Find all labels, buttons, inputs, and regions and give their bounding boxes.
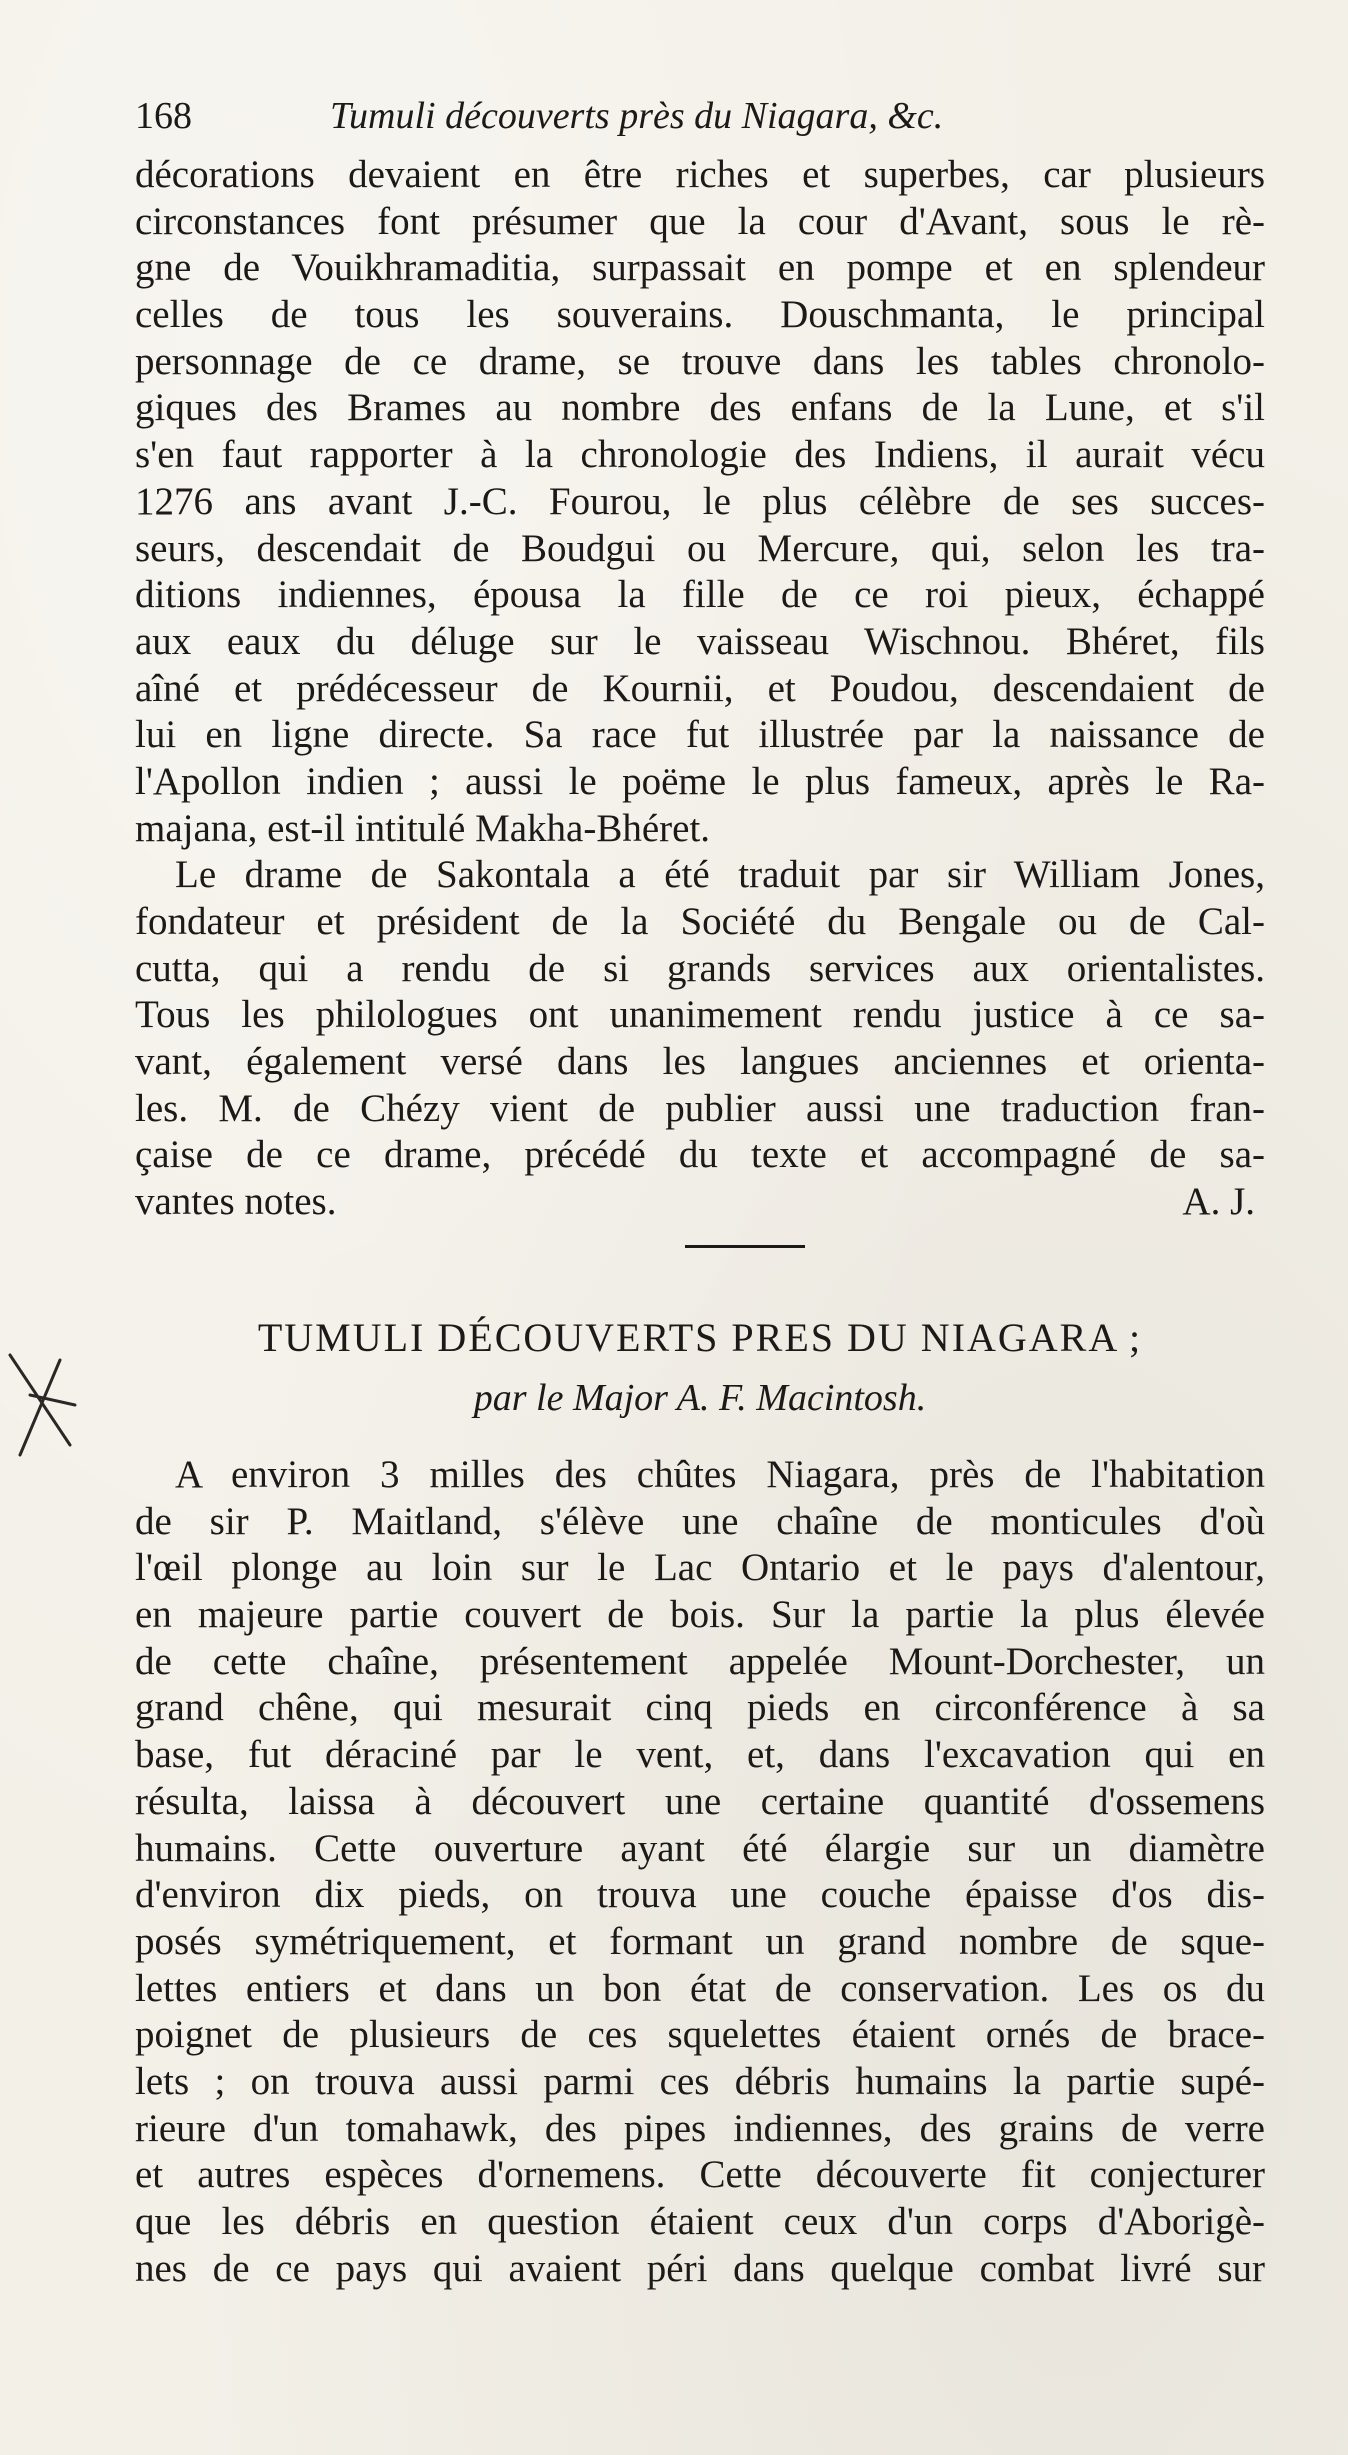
text-line: de sir P. Maitland, s'élève une chaîne de monticules d'où — [135, 1499, 1265, 1543]
running-title: Tumuli découverts près du Niagara, &c. — [330, 95, 944, 137]
text-line: nes de ce pays qui avaient péri dans quelque combat livré sur — [135, 2246, 1265, 2290]
text-line: décorations devaient en être riches et superbes, car plusieurs — [135, 153, 1265, 196]
text-line: A environ 3 milles des chûtes Niagara, près de l'habitation — [175, 1453, 1265, 1496]
text-line: çaise de ce drame, précédé du texte et accompagné de sa- — [135, 1133, 1265, 1177]
text-line: lui en ligne directe. Sa race fut illustrée par la naissance de — [135, 713, 1265, 757]
article-1-text — [135, 152, 1265, 1226]
text-line: en majeure partie couvert de bois. Sur la partie la plus élevée — [135, 1593, 1265, 1637]
author-signature: A. J. — [1182, 1180, 1255, 1224]
text-line: lets ; on trouva aussi parmi ces débris humains la partie supé- — [135, 2059, 1265, 2103]
text-line: les. M. de Chézy vient de publier aussi une traduction fran- — [135, 1086, 1265, 1130]
text-line: circonstances font présumer que la cour d'Avant, sous le rè- — [135, 199, 1265, 243]
text-line: poignet de plusieurs de ces squelettes étaient ornés de brace- — [135, 2013, 1265, 2057]
text-line: cutta, qui a rendu de si grands services aux orientalistes. — [135, 946, 1265, 990]
article-2-byline: par le Major A. F. Macintosh. — [473, 1377, 927, 1419]
text-line: personnage de ce drame, se trouve dans les tables chronolo- — [135, 339, 1265, 383]
text-line: résulta, laissa à découvert une certaine quantité d'ossemens — [135, 1779, 1265, 1823]
text-line: s'en faut rapporter à la chronologie des Indiens, il aurait vécu — [135, 433, 1265, 477]
text-line: 1276 ans avant J.-C. Fourou, le plus célèbre de ses succes- — [135, 479, 1265, 523]
text-line: ditions indiennes, épousa la fille de ce roi pieux, échappé — [135, 573, 1265, 617]
text-line: de cette chaîne, présentement appelée Mount-Dorchester, un — [135, 1639, 1265, 1683]
article-2-title: TUMULI DÉCOUVERTS PRES DU NIAGARA ; — [257, 1315, 1143, 1360]
text-line: majana, est-il intitulé Makha-Bhéret. — [135, 806, 711, 850]
text-line: lettes entiers et dans un bon état de conservation. Les os du — [135, 1966, 1265, 2010]
text-line: gne de Vouikhramaditia, surpassait en pompe et en splendeur — [135, 246, 1265, 290]
running-head — [135, 86, 1265, 146]
text-line: aîné et prédécesseur de Kournii, et Poudou, descendaient de — [135, 666, 1265, 710]
text-line: fondateur et président de la Société du Bengale ou de Cal- — [135, 900, 1265, 943]
section-divider — [685, 1245, 805, 1248]
text-line: que les débris en question étaient ceux d'un corps d'Aborigè- — [135, 2200, 1265, 2243]
text-line: vant, également versé dans les langues anciennes et orienta- — [135, 1040, 1265, 1084]
text-line: et autres espèces d'ornemens. Cette découverte fit conjecturer — [135, 2153, 1265, 2197]
text-line: Tous les philologues ont unanimement rendu justice à ce sa- — [135, 993, 1265, 1037]
text-line: Le drame de Sakontala a été traduit par sir William Jones, — [175, 853, 1265, 897]
text-line: d'environ dix pieds, on trouva une couche épaisse d'os dis- — [135, 1873, 1265, 1917]
text-line-signed — [135, 1179, 1265, 1226]
text-line: l'Apollon indien ; aussi le poëme le plus fameux, après le Ra- — [135, 759, 1265, 803]
handwritten-margin-mark-icon — [0, 1335, 90, 1485]
text-line: humains. Cette ouverture ayant été élargie sur un diamètre — [135, 1826, 1265, 1870]
text-line: seurs, descendait de Boudgui ou Mercure, qui, selon les tra- — [135, 526, 1265, 570]
text-line: vantes notes. — [135, 1180, 337, 1224]
text-line: giques des Brames au nombre des enfans de la Lune, et s'il — [135, 386, 1265, 430]
page-number: 168 — [135, 95, 192, 137]
text-line: celles de tous les souverains. Douschmanta, le principal — [135, 293, 1265, 337]
text-line: aux eaux du déluge sur le vaisseau Wischnou. Bhéret, fils — [135, 619, 1265, 663]
text-line: posés symétriquement, et formant un grand nombre de sque- — [135, 1919, 1265, 1963]
text-line: rieure d'un tomahawk, des pipes indiennes, des grains de verre — [135, 2106, 1265, 2150]
article-2-text — [135, 1452, 1265, 2292]
text-line: l'œil plonge au loin sur le Lac Ontario et le pays d'alentour, — [135, 1546, 1265, 1590]
text-line: base, fut déraciné par le vent, et, dans l'excavation qui en — [135, 1733, 1265, 1777]
text-line: grand chêne, qui mesurait cinq pieds en circonférence à sa — [135, 1686, 1265, 1730]
